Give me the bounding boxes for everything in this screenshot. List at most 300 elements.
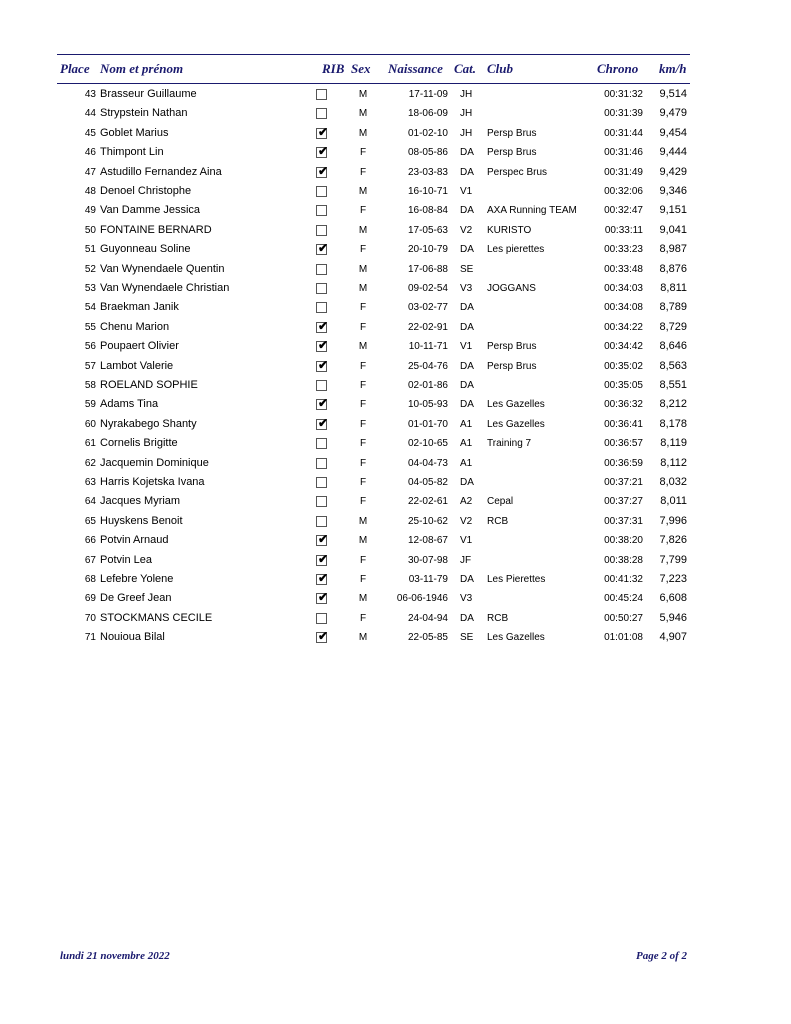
rib-checkbox[interactable] bbox=[316, 458, 327, 469]
cell-birth: 02-01-86 bbox=[407, 380, 448, 391]
cell-cat: V3 bbox=[460, 283, 473, 294]
cell-name: Poupaert Olivier bbox=[100, 340, 179, 353]
cell-cat: A1 bbox=[460, 457, 473, 469]
cell-sex: F bbox=[359, 554, 367, 566]
cell-cat: JH bbox=[460, 108, 473, 120]
checkmark-icon: ✔ bbox=[318, 396, 329, 411]
checkmark-icon: ✔ bbox=[318, 338, 329, 353]
rib-checkbox[interactable] bbox=[316, 283, 327, 294]
cell-name: Cornelis Brigitte bbox=[100, 437, 178, 450]
cell-club: RCB bbox=[487, 515, 509, 527]
checkmark-icon: ✔ bbox=[318, 241, 329, 256]
cell-kmh: 7,799 bbox=[659, 553, 687, 566]
cell-cat: SE bbox=[460, 632, 474, 644]
cell-kmh: 8,729 bbox=[659, 320, 687, 333]
table-row bbox=[0, 395, 791, 414]
table-row bbox=[0, 240, 791, 259]
header-sex: Sex bbox=[351, 61, 371, 76]
cell-kmh: 8,987 bbox=[659, 243, 687, 256]
cell-place: 45 bbox=[84, 127, 96, 139]
cell-cat: JH bbox=[460, 89, 473, 100]
cell-name: Lambot Valerie bbox=[100, 359, 174, 372]
cell-sex: F bbox=[359, 380, 367, 391]
cell-birth: 12-08-67 bbox=[407, 535, 448, 547]
header-chrono: Chrono bbox=[597, 61, 639, 76]
checkmark-icon: ✔ bbox=[318, 571, 329, 585]
cell-club: JOGGANS bbox=[487, 283, 536, 294]
cell-club: Persp Brus bbox=[487, 147, 537, 159]
cell-sex: M bbox=[358, 341, 368, 353]
cell-place: 55 bbox=[84, 321, 96, 333]
cell-place: 59 bbox=[84, 399, 96, 411]
cell-cat: V2 bbox=[460, 224, 473, 236]
rib-checkbox[interactable] bbox=[316, 496, 327, 507]
cell-cat: V1 bbox=[460, 535, 473, 547]
rib-checkbox[interactable] bbox=[316, 241, 329, 256]
table-row bbox=[0, 182, 791, 201]
cell-sex: F bbox=[359, 457, 367, 469]
cell-sex: F bbox=[359, 302, 367, 314]
cell-place: 49 bbox=[84, 205, 96, 217]
cell-name: Braekman Janik bbox=[100, 301, 179, 314]
cell-kmh: 8,876 bbox=[659, 262, 687, 275]
rib-checkbox[interactable] bbox=[316, 357, 329, 372]
cell-birth: 10-05-93 bbox=[407, 399, 448, 411]
cell-place: 53 bbox=[84, 283, 96, 294]
cell-sex: M bbox=[358, 535, 368, 547]
cell-sex: F bbox=[359, 244, 367, 256]
header-place: Place bbox=[60, 61, 90, 76]
cell-birth: 09-02-54 bbox=[407, 283, 448, 294]
table-row bbox=[0, 570, 791, 589]
cell-name: STOCKMANS CECILE bbox=[100, 611, 213, 624]
cell-name: Chenu Marion bbox=[100, 320, 170, 333]
cell-kmh: 5,946 bbox=[659, 611, 687, 624]
cell-sex: F bbox=[359, 574, 367, 585]
cell-kmh: 9,454 bbox=[659, 126, 687, 139]
cell-name: Nyrakabego Shanty bbox=[100, 417, 197, 430]
cell-birth: 03-02-77 bbox=[407, 302, 448, 314]
cell-cat: DA bbox=[460, 574, 474, 585]
cell-club: AXA Running TEAM bbox=[487, 205, 577, 217]
rib-checkbox[interactable] bbox=[316, 124, 329, 139]
cell-chrono: 00:38:28 bbox=[604, 554, 643, 566]
cell-kmh: 9,444 bbox=[659, 146, 687, 159]
cell-name: Harris Kojetska Ivana bbox=[100, 476, 205, 488]
cell-birth: 16-10-71 bbox=[407, 186, 448, 197]
cell-club: Persp Brus bbox=[487, 127, 537, 139]
cell-birth: 03-11-79 bbox=[408, 574, 448, 585]
cell-chrono: 00:37:31 bbox=[604, 515, 643, 527]
cell-kmh: 7,826 bbox=[659, 534, 687, 547]
cell-birth: 22-02-61 bbox=[407, 496, 448, 508]
cell-cat: A2 bbox=[460, 496, 473, 508]
cell-chrono: 00:34:08 bbox=[604, 302, 643, 314]
cell-cat: DA bbox=[460, 166, 474, 178]
cell-sex: M bbox=[358, 224, 368, 236]
cell-cat: SE bbox=[460, 263, 474, 275]
rib-checkbox[interactable] bbox=[316, 380, 327, 391]
cell-kmh: 8,212 bbox=[659, 398, 687, 411]
rib-checkbox[interactable] bbox=[316, 477, 327, 488]
cell-kmh: 8,551 bbox=[659, 379, 687, 391]
cell-birth: 23-03-83 bbox=[407, 166, 448, 178]
checkmark-icon: ✔ bbox=[318, 163, 329, 178]
table-row bbox=[0, 551, 791, 570]
cell-sex: M bbox=[358, 263, 368, 275]
cell-name: Van Wynendaele Christian bbox=[100, 282, 230, 294]
cell-sex: M bbox=[358, 89, 368, 100]
checkmark-icon: ✔ bbox=[318, 357, 329, 372]
cell-chrono: 00:36:59 bbox=[604, 457, 643, 469]
cell-cat: DA bbox=[460, 321, 474, 333]
cell-place: 67 bbox=[84, 554, 96, 566]
cell-name: Strypstein Nathan bbox=[100, 107, 188, 120]
cell-birth: 01-02-10 bbox=[407, 127, 448, 139]
table-row bbox=[0, 357, 791, 376]
cell-chrono: 00:31:49 bbox=[604, 166, 643, 178]
cell-place: 54 bbox=[84, 302, 96, 314]
cell-sex: M bbox=[358, 186, 368, 197]
cell-kmh: 6,608 bbox=[659, 592, 687, 605]
cell-club: Les Gazelles bbox=[487, 399, 545, 411]
rib-checkbox[interactable] bbox=[316, 89, 327, 100]
cell-cat: V3 bbox=[460, 593, 473, 605]
rib-checkbox[interactable] bbox=[316, 144, 329, 159]
cell-sex: M bbox=[358, 283, 368, 294]
rib-checkbox[interactable] bbox=[316, 338, 329, 353]
cell-sex: F bbox=[359, 496, 367, 508]
cell-place: 51 bbox=[84, 244, 96, 256]
cell-place: 50 bbox=[84, 224, 96, 236]
cell-kmh: 7,996 bbox=[659, 514, 687, 527]
cell-chrono: 00:45:24 bbox=[604, 593, 643, 605]
checkmark-icon: ✔ bbox=[318, 551, 329, 566]
cell-cat: DA bbox=[460, 612, 474, 624]
cell-birth: 18-06-09 bbox=[407, 108, 448, 120]
table-row bbox=[0, 512, 791, 531]
cell-sex: M bbox=[358, 127, 368, 139]
cell-chrono: 00:31:32 bbox=[604, 89, 643, 100]
table-row bbox=[0, 221, 791, 240]
cell-name: Brasseur Guillaume bbox=[100, 88, 197, 100]
cell-cat: DA bbox=[460, 477, 474, 488]
cell-name: Van Wynendaele Quentin bbox=[100, 262, 225, 275]
cell-kmh: 9,151 bbox=[659, 204, 687, 217]
cell-birth: 02-10-65 bbox=[407, 438, 448, 450]
footer-date: lundi 21 novembre 2022 bbox=[60, 950, 170, 962]
cell-sex: F bbox=[359, 321, 367, 333]
cell-cat: DA bbox=[460, 147, 474, 159]
cell-place: 61 bbox=[84, 438, 96, 450]
cell-name: Astudillo Fernandez Aina bbox=[100, 165, 222, 178]
cell-club: Cepal bbox=[487, 496, 514, 508]
cell-name: Huyskens Benoit bbox=[100, 514, 183, 527]
cell-place: 69 bbox=[84, 593, 96, 605]
cell-sex: M bbox=[358, 632, 368, 644]
table-row bbox=[0, 85, 791, 104]
cell-kmh: 7,223 bbox=[659, 573, 687, 585]
cell-sex: M bbox=[358, 108, 368, 120]
cell-birth: 20-10-79 bbox=[407, 244, 448, 256]
cell-chrono: 00:31:39 bbox=[604, 108, 643, 120]
cell-kmh: 8,811 bbox=[660, 282, 687, 294]
cell-birth: 06-06-1946 bbox=[396, 593, 448, 605]
table-row bbox=[0, 143, 791, 162]
cell-chrono: 00:37:27 bbox=[604, 496, 643, 508]
cell-chrono: 00:35:02 bbox=[604, 360, 643, 372]
top-rule bbox=[57, 54, 690, 55]
cell-cat: DA bbox=[460, 302, 474, 314]
cell-birth: 30-07-98 bbox=[407, 554, 448, 566]
footer-page: Page 2 of 2 bbox=[636, 950, 688, 962]
cell-name: Van Damme Jessica bbox=[100, 204, 201, 217]
cell-chrono: 00:32:06 bbox=[604, 186, 643, 197]
cell-birth: 17-11-09 bbox=[408, 89, 448, 100]
cell-sex: F bbox=[359, 360, 367, 372]
cell-birth: 22-05-85 bbox=[407, 632, 448, 644]
rib-checkbox[interactable] bbox=[316, 225, 327, 236]
cell-cat: JH bbox=[460, 127, 473, 139]
rib-checkbox[interactable] bbox=[316, 551, 329, 566]
cell-place: 65 bbox=[84, 515, 96, 527]
header-cat: Cat. bbox=[454, 61, 477, 76]
cell-chrono: 00:34:03 bbox=[604, 283, 643, 294]
cell-chrono: 00:31:44 bbox=[604, 127, 643, 139]
rib-checkbox[interactable] bbox=[316, 318, 329, 333]
table-row bbox=[0, 609, 791, 628]
table-row bbox=[0, 589, 791, 608]
cell-birth: 17-06-88 bbox=[407, 263, 448, 275]
table-row bbox=[0, 318, 791, 337]
checkmark-icon: ✔ bbox=[318, 629, 329, 644]
header-rule bbox=[57, 83, 690, 84]
cell-club: Les Gazelles bbox=[487, 632, 545, 644]
cell-kmh: 9,429 bbox=[659, 165, 687, 178]
cell-place: 48 bbox=[84, 186, 96, 197]
cell-cat: DA bbox=[460, 380, 474, 391]
cell-sex: F bbox=[359, 147, 367, 159]
cell-club: Persp Brus bbox=[487, 341, 537, 353]
cell-name: Guyonneau Soline bbox=[100, 243, 191, 256]
header-kmh: km/h bbox=[659, 61, 687, 76]
cell-place: 46 bbox=[84, 147, 96, 159]
checkmark-icon: ✔ bbox=[318, 590, 329, 605]
cell-cat: V1 bbox=[460, 186, 473, 197]
cell-name: Adams Tina bbox=[100, 398, 159, 411]
cell-birth: 25-10-62 bbox=[407, 515, 448, 527]
cell-club: KURISTO bbox=[487, 224, 532, 236]
cell-name: Potvin Arnaud bbox=[100, 534, 169, 547]
cell-place: 52 bbox=[84, 263, 96, 275]
rib-checkbox[interactable] bbox=[316, 264, 327, 275]
cell-sex: F bbox=[359, 399, 367, 411]
cell-kmh: 8,011 bbox=[660, 495, 687, 508]
cell-cat: DA bbox=[460, 205, 474, 217]
cell-birth: 22-02-91 bbox=[407, 321, 448, 333]
table-row bbox=[0, 124, 791, 143]
cell-place: 57 bbox=[84, 360, 96, 372]
rib-checkbox[interactable] bbox=[316, 163, 329, 178]
table-row bbox=[0, 628, 791, 647]
checkmark-icon: ✔ bbox=[318, 124, 329, 139]
table-row bbox=[0, 415, 791, 434]
cell-name: Denoel Christophe bbox=[100, 185, 192, 197]
cell-place: 56 bbox=[84, 341, 96, 353]
cell-chrono: 00:31:46 bbox=[604, 147, 643, 159]
cell-sex: F bbox=[359, 205, 367, 217]
cell-place: 64 bbox=[84, 496, 96, 508]
table-row bbox=[0, 434, 791, 453]
cell-chrono: 00:34:42 bbox=[604, 341, 643, 353]
table-row bbox=[0, 337, 791, 356]
cell-birth: 25-04-76 bbox=[407, 360, 448, 372]
cell-place: 62 bbox=[84, 457, 96, 469]
cell-place: 60 bbox=[84, 418, 96, 430]
cell-name: FONTAINE BERNARD bbox=[100, 223, 212, 236]
cell-chrono: 01:01:08 bbox=[604, 632, 643, 644]
rib-checkbox[interactable] bbox=[316, 438, 327, 449]
table-row bbox=[0, 260, 791, 279]
cell-club: Persp Brus bbox=[487, 360, 537, 372]
cell-chrono: 00:50:27 bbox=[604, 612, 643, 624]
rib-checkbox[interactable] bbox=[316, 532, 329, 547]
cell-cat: A1 bbox=[460, 418, 473, 430]
rib-checkbox[interactable] bbox=[316, 205, 327, 216]
cell-place: 44 bbox=[84, 108, 96, 120]
cell-cat: DA bbox=[460, 399, 474, 411]
rib-checkbox[interactable] bbox=[316, 571, 329, 585]
cell-cat: JF bbox=[460, 554, 472, 566]
header-rib: RIB bbox=[322, 61, 345, 76]
cell-place: 58 bbox=[84, 380, 96, 391]
cell-name: ROELAND SOPHIE bbox=[100, 379, 198, 391]
cell-birth: 16-08-84 bbox=[407, 205, 448, 217]
cell-birth: 17-05-63 bbox=[407, 224, 448, 236]
table-row bbox=[0, 492, 791, 511]
cell-chrono: 00:33:48 bbox=[604, 263, 643, 275]
rib-checkbox[interactable] bbox=[316, 613, 327, 624]
cell-chrono: 00:36:32 bbox=[604, 399, 643, 411]
cell-kmh: 8,119 bbox=[660, 437, 687, 450]
cell-sex: M bbox=[358, 515, 368, 527]
cell-kmh: 8,112 bbox=[660, 456, 687, 469]
rib-checkbox[interactable] bbox=[316, 108, 327, 119]
cell-cat: V1 bbox=[460, 341, 473, 353]
rib-checkbox[interactable] bbox=[316, 415, 329, 430]
cell-birth: 08-05-86 bbox=[407, 147, 448, 159]
table-row bbox=[0, 473, 791, 492]
cell-kmh: 8,032 bbox=[659, 476, 687, 488]
table-row bbox=[0, 454, 791, 473]
header-club: Club bbox=[487, 61, 514, 76]
rib-checkbox[interactable] bbox=[316, 629, 329, 644]
cell-sex: F bbox=[359, 438, 367, 450]
cell-chrono: 00:41:32 bbox=[604, 574, 643, 585]
cell-chrono: 00:33:23 bbox=[604, 244, 643, 256]
cell-name: Goblet Marius bbox=[100, 126, 169, 139]
cell-kmh: 9,479 bbox=[659, 107, 687, 120]
cell-name: Potvin Lea bbox=[100, 553, 152, 566]
cell-club: Les Gazelles bbox=[487, 418, 545, 430]
cell-chrono: 00:35:05 bbox=[604, 380, 643, 391]
rib-checkbox[interactable] bbox=[316, 186, 327, 197]
cell-kmh: 8,563 bbox=[659, 359, 687, 372]
table-row bbox=[0, 376, 791, 395]
cell-sex: F bbox=[359, 166, 367, 178]
cell-name: Thimpont Lin bbox=[100, 146, 164, 159]
cell-club: Les Pierettes bbox=[487, 574, 546, 585]
checkmark-icon: ✔ bbox=[318, 318, 329, 333]
cell-birth: 10-11-71 bbox=[408, 341, 448, 353]
cell-chrono: 00:36:41 bbox=[604, 418, 643, 430]
cell-name: Nouioua Bilal bbox=[100, 631, 165, 644]
table-row bbox=[0, 201, 791, 220]
cell-kmh: 9,041 bbox=[659, 223, 687, 236]
checkmark-icon: ✔ bbox=[318, 144, 329, 159]
cell-place: 68 bbox=[84, 574, 96, 585]
cell-chrono: 00:36:57 bbox=[604, 438, 643, 450]
cell-cat: A1 bbox=[460, 438, 473, 450]
table-row bbox=[0, 104, 791, 123]
cell-club: RCB bbox=[487, 612, 509, 624]
cell-club: Les pierettes bbox=[487, 244, 545, 256]
header-name: Nom et prénom bbox=[100, 61, 184, 76]
cell-sex: M bbox=[358, 593, 368, 605]
rib-checkbox[interactable] bbox=[316, 396, 329, 411]
cell-birth: 24-04-94 bbox=[407, 612, 448, 624]
cell-place: 66 bbox=[84, 535, 96, 547]
cell-club: Training 7 bbox=[487, 438, 532, 450]
table-row bbox=[0, 298, 791, 317]
cell-club: Perspec Brus bbox=[487, 166, 548, 178]
cell-kmh: 8,789 bbox=[659, 301, 687, 314]
cell-name: Jacquemin Dominique bbox=[100, 456, 209, 469]
cell-kmh: 9,346 bbox=[659, 185, 687, 197]
cell-birth: 04-04-73 bbox=[407, 457, 448, 469]
rib-checkbox[interactable] bbox=[316, 590, 329, 605]
cell-kmh: 8,178 bbox=[659, 417, 687, 430]
cell-kmh: 9,514 bbox=[659, 88, 687, 100]
cell-cat: DA bbox=[460, 360, 474, 372]
cell-name: Lefebre Yolene bbox=[100, 573, 174, 585]
table-row bbox=[0, 163, 791, 182]
cell-kmh: 8,646 bbox=[659, 340, 687, 353]
cell-birth: 04-05-82 bbox=[407, 477, 448, 488]
header-birth: Naissance bbox=[388, 61, 443, 76]
rib-checkbox[interactable] bbox=[316, 302, 327, 313]
cell-cat: DA bbox=[460, 244, 474, 256]
cell-sex: F bbox=[359, 418, 367, 430]
cell-chrono: 00:37:21 bbox=[604, 477, 643, 488]
checkmark-icon: ✔ bbox=[318, 532, 329, 547]
cell-place: 71 bbox=[84, 632, 96, 644]
cell-name: De Greef Jean bbox=[100, 592, 172, 605]
cell-birth: 01-01-70 bbox=[407, 418, 448, 430]
cell-place: 70 bbox=[84, 612, 96, 624]
cell-sex: F bbox=[359, 477, 367, 488]
cell-name: Jacques Myriam bbox=[100, 495, 181, 508]
cell-sex: F bbox=[359, 612, 367, 624]
rib-checkbox[interactable] bbox=[316, 516, 327, 527]
cell-kmh: 4,907 bbox=[659, 631, 687, 644]
table-row bbox=[0, 279, 791, 298]
cell-place: 43 bbox=[84, 89, 96, 100]
checkmark-icon: ✔ bbox=[318, 415, 329, 430]
cell-chrono: 00:38:20 bbox=[604, 535, 643, 547]
cell-place: 47 bbox=[84, 166, 96, 178]
cell-chrono: 00:33:11 bbox=[604, 224, 643, 236]
